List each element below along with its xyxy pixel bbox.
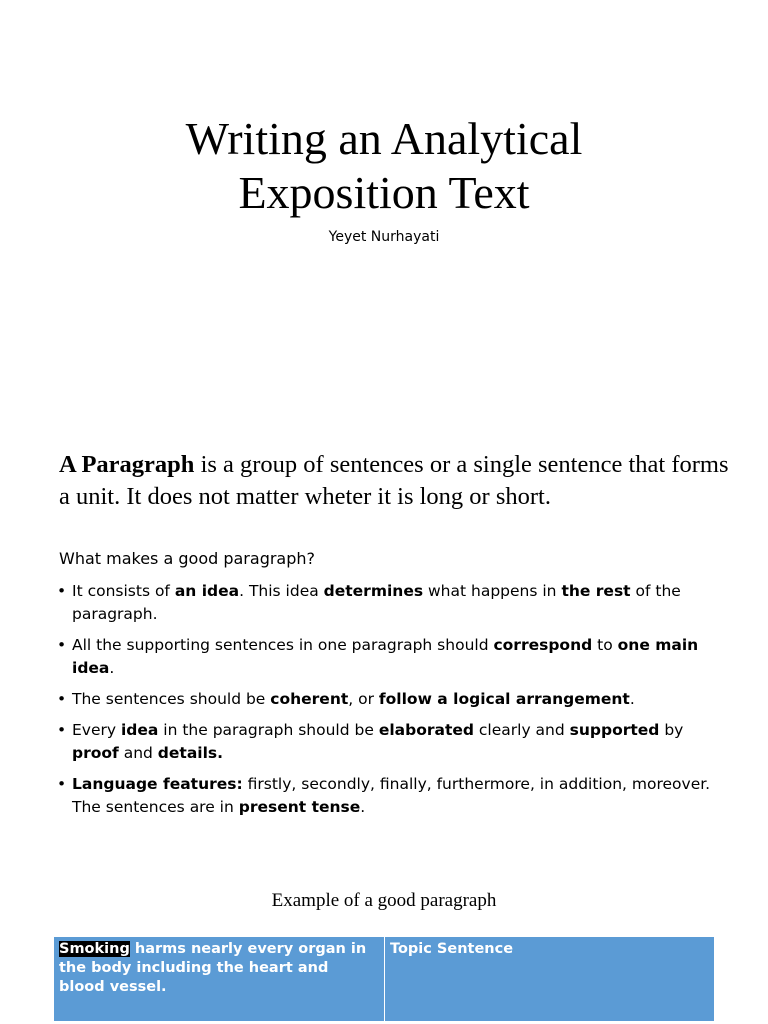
bullet-4-text-1: Every xyxy=(72,721,121,739)
bullet-4-bold-5: details. xyxy=(157,744,224,762)
bullet-3-text-3: . xyxy=(629,690,635,708)
bullet-1-bold-3: the rest xyxy=(561,582,631,600)
definition-term: A Paragraph xyxy=(59,451,195,478)
bullet-3-text-2: , or xyxy=(348,690,379,708)
bullet-1-bold-1: an idea xyxy=(174,582,240,600)
bullet-3-text-1: The sentences should be xyxy=(72,690,271,708)
document-title xyxy=(0,112,768,220)
list-item xyxy=(57,688,717,711)
question-text: What makes a good paragraph? xyxy=(59,549,316,568)
bullet-5-bold-1: Language features: xyxy=(72,775,243,793)
bullet-3-bold-2: follow a logical arrangement xyxy=(378,690,630,708)
bullet-1-text-2: . This idea xyxy=(239,582,324,600)
bullet-4-text-4: by xyxy=(659,721,684,739)
bullet-4-bold-2: elaborated xyxy=(378,721,474,739)
definition-text: is a group of sentences or a single sentence that forms a unit. It does not matter wheter it is long or short. xyxy=(59,451,729,510)
list-item xyxy=(57,773,717,819)
sentence-type-cell: Topic Sentence xyxy=(390,941,514,957)
paragraph-definition xyxy=(59,449,729,513)
example-sentence-cell xyxy=(54,937,385,1021)
list-item xyxy=(57,634,717,680)
bullet-4-text-2: in the paragraph should be xyxy=(158,721,379,739)
bullet-1-text-4: of the paragraph. xyxy=(72,582,681,623)
bullet-3-bold-1: coherent xyxy=(270,690,349,708)
bullet-1-text-1: It consists of xyxy=(72,582,175,600)
bullet-1-text-3: what happens in xyxy=(423,582,562,600)
example-table xyxy=(53,936,715,1022)
bullet-1-bold-2: determines xyxy=(323,582,424,600)
title-slide xyxy=(0,0,768,420)
bullet-2-text-1: All the supporting sentences in one paragraph should xyxy=(72,636,494,654)
example-sentence-text: harms nearly every organ in the body including the heart and blood vessel. xyxy=(59,941,367,995)
title-line-1: Writing an Analytical xyxy=(185,113,583,164)
bullet-5-bold-2: present tense xyxy=(238,798,361,816)
bullet-2-bold-2: one main idea xyxy=(72,636,699,677)
bullet-5-text-1: firstly, secondly, finally, furthermore, in addition, moreover. The sentences are in xyxy=(72,775,711,816)
bullet-4-text-5: and xyxy=(118,744,158,762)
list-item xyxy=(57,580,717,626)
list-item xyxy=(57,719,717,765)
bullet-4-bold-3: supported xyxy=(569,721,660,739)
bullet-2-text-3: . xyxy=(109,659,115,677)
bullet-4-text-3: clearly and xyxy=(473,721,570,739)
author-name: Yeyet Nurhayati xyxy=(328,229,440,245)
bullet-5-text-2: . xyxy=(360,798,366,816)
highlighted-word: Smoking xyxy=(59,941,130,957)
bullet-4-bold-4: proof xyxy=(72,744,119,762)
title-line-2: Exposition Text xyxy=(238,167,530,218)
bullet-2-text-2: to xyxy=(592,636,618,654)
example-caption: Example of a good paragraph xyxy=(271,890,497,911)
bullet-list xyxy=(57,580,717,827)
bullet-4-bold-1: idea xyxy=(120,721,159,739)
bullet-2-bold-1: correspond xyxy=(493,636,593,654)
